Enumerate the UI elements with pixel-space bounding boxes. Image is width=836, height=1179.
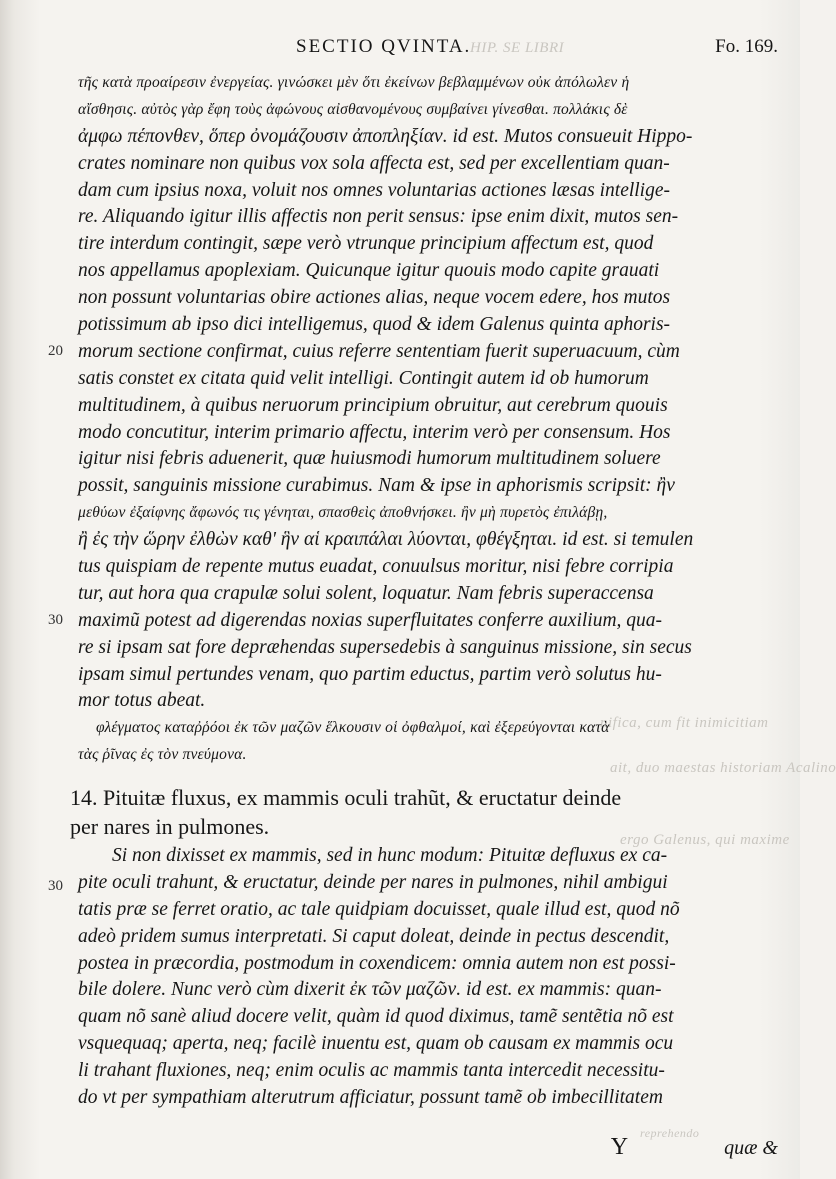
running-header: [296, 36, 778, 64]
text-line: potissimum ab ipso dici intelligemus, quod & idem Galenus quinta aphoris-: [78, 314, 671, 336]
commentary-block-1: [78, 70, 778, 769]
text-line: ἢ ἐς τὴν ὥρην ἐλθὼν καθ' ἣν αἱ κραιπάλαι λύονται, φθέγξηται. id est. si temulen: [78, 529, 694, 551]
aphorism-heading: [70, 783, 778, 841]
text-line: re. Aliquando igitur illis affectis non perit sensus: ipse enim dixit, mutos sen-: [78, 206, 679, 228]
text-line: non possunt voluntarias obire actiones alias, neque vocem edere, hos mutos: [78, 287, 671, 309]
text-line: mor totus abeat.: [78, 690, 206, 712]
aphorism-line: per nares in pulmones.: [70, 814, 270, 839]
aphorism-line: 14. Pituitæ fluxus, ex mammis oculi trahũt, & eructatur deinde: [70, 785, 622, 810]
page-footer: [611, 1134, 778, 1161]
commentary-block-2: [78, 843, 778, 1112]
text-line: ipsam simul pertundes venam, quo partim eductus, partim verò solutus hu-: [78, 663, 662, 685]
text-line: bile dolere. Nunc verò cùm dixerit ἐκ τῶν μαζῶν. id est. ex mammis: quan-: [78, 979, 662, 1001]
text-line: μεθύων ἐξαίφνης ἄφωνός τις γένηται, σπασθεὶς ἀποθνήσκει. ἢν μὴ πυρετὸς ἐπιλάβῃ,: [78, 504, 608, 522]
text-line: adeò pridem sumus interpretati. Si caput doleat, deinde in pectus descendit,: [78, 925, 670, 947]
text-line: tire interdum contingit, sæpe verò vtrunque principium affectum est, quod: [78, 233, 654, 255]
text-line: αἴσθησις. αὐτὸς γὰρ ἔφη τοὺς ἀφώνους αἰσθανομένους συμβαίνει γίνεσθαι. πολλάκις δὲ: [78, 100, 628, 118]
signature-mark: Y: [610, 1134, 629, 1160]
show-through-bottom: reprehendo: [640, 1126, 700, 1140]
section-title: SECTIO QVINTA.: [296, 36, 472, 57]
text-line: re si ipsam sat fore depræhendas supersedebis à sanguinus missione, sin secus: [78, 636, 692, 658]
text-line: igitur nisi febris aduenerit, quæ huiusmodi humorum multitudinem soluere: [78, 448, 661, 470]
text-line: pite oculi trahunt, & eructatur, deinde per nares in pulmones, nihil ambigui: [78, 871, 668, 893]
text-line: tus quispiam de repente mutus euadat, conuulsus moritur, nisi febre corripia: [78, 556, 674, 578]
show-through-top: HIP. SE LIBRI: [470, 40, 565, 56]
text-line: dam cum ipsius noxa, voluit nos omnes voluntarias actiones læsas intellige-: [78, 179, 670, 201]
margin-number: 20: [48, 343, 63, 359]
catchword: quæ &: [724, 1137, 778, 1159]
text-line: possit, sanguinis missione curabimus. Nam & ipse in aphorismis scripsit: ἢν: [78, 475, 675, 497]
text-line: tur, aut hora qua crapulæ solui solent, loquatur. Nam febris superaccensa: [78, 582, 654, 604]
text-line: do vt per sympathiam alterutrum afficiatur, possunt tamẽ ob imbecillitatem: [78, 1087, 663, 1109]
text-line: postea in præcordia, postmodum in coxendicem: omnia autem non est possi-: [78, 952, 676, 974]
text-line: Si non dixisset ex mammis, sed in hunc modum: Pituitæ defluxus ex ca-: [112, 845, 668, 866]
show-through-right-1: nifica, cum fit inimicitiam: [600, 715, 769, 731]
show-through-right-2: ait, duo maestas historiam Acalino: [610, 760, 836, 776]
text-line: quam nõ sanè aliud docere velit, quàm id quod diximus, tamẽ sentẽtia nõ est: [78, 1006, 674, 1028]
text-line: crates nominare non quibus vox sola affecta est, sed per excellentiam quan-: [78, 152, 670, 174]
text-line: tatis præ se ferret oratio, ac tale quidpiam docuisset, quale illud est, quod nõ: [78, 898, 680, 920]
folio-number: Fo. 169.: [715, 36, 778, 57]
margin-number: 30: [48, 878, 63, 894]
text-line: modo concutitur, interim primario affectu, interim verò per consensum. Hos: [78, 421, 671, 443]
text-line: τῆς κατὰ προαίρεσιν ἐνεργείας. γινώσκει μὲν ὅτι ἐκείνων βεβλαμμένων οὐκ ἀπόλωλεν ἡ: [78, 74, 630, 91]
text-line: multitudinem, à quibus neruorum principium obruitur, aut cerebrum quouis: [78, 394, 668, 416]
text-line: li trahant fluxiones, neq; enim oculis ac mammis tanta intercedit necessitu-: [78, 1060, 665, 1082]
show-through-right-3: ergo Galenus, qui maxime: [620, 832, 790, 848]
text-line: satis constet ex citata quid velit intelligi. Contingit autem id ob humorum: [78, 367, 649, 389]
text-line: morum sectione confirmat, cuius referre sententiam fuerit superuacuum, cùm: [78, 340, 680, 362]
text-line: nos appellamus apoplexiam. Quicunque igitur quouis modo capite grauati: [78, 260, 660, 282]
text-line: vsquequaq; aperta, neq; facilè inuentu est, quam ob causam ex mammis ocu: [78, 1033, 674, 1055]
margin-number: 30: [48, 612, 63, 628]
text-line: φλέγματος καταῤῥόοι ἐκ τῶν μαζῶν ἕλκουσιν οἱ ὀφθαλμοί, καὶ ἐξερεύγονται κατὰ: [96, 719, 610, 737]
text-line: maximũ potest ad digerendas noxias superfluitates conferre auxilium, qua-: [78, 609, 663, 631]
text-line: τὰς ῥῖνας ἐς τὸν πνεύμονα.: [78, 746, 247, 764]
text-line: ἀμφω πέπονθεν, ὅπερ ὀνομάζουσιν ἀποπληξίαν. id est. Mutos consueuit Hippo-: [78, 125, 693, 147]
